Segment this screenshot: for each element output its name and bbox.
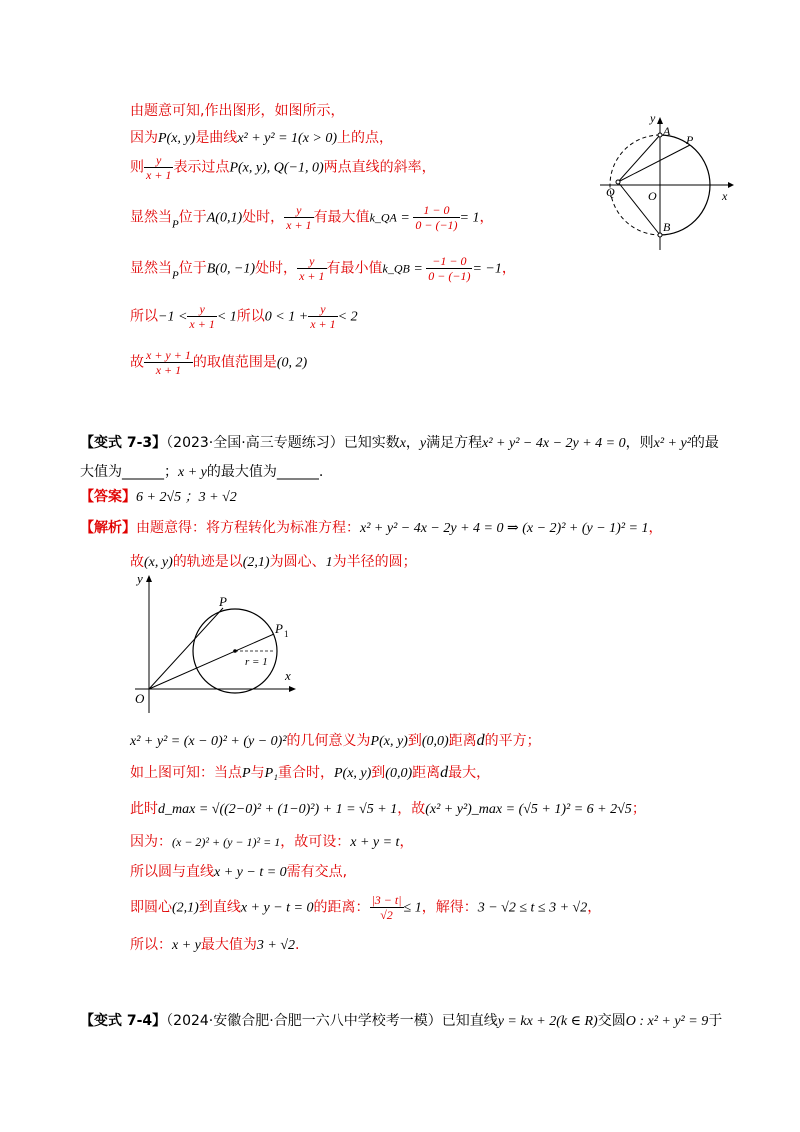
text: ，: [405, 435, 420, 451]
math: x² + y² = (x − 0)² + (y − 0)²: [130, 734, 287, 749]
text: 到直线: [198, 899, 241, 916]
math: x + y: [178, 465, 207, 480]
text: 是曲线: [195, 130, 238, 146]
label-x: x: [722, 189, 728, 203]
math: ≤ 1: [403, 900, 422, 916]
problem-tag: 【变式 7-4】: [80, 1013, 167, 1029]
answer-label: 【答案】: [80, 489, 136, 505]
text: （2024·安徽合肥·合肥一六八中学校考一模）已知直线: [166, 1013, 498, 1029]
text: ，: [479, 209, 494, 226]
figure-circle-tangent: [125, 568, 305, 718]
text: 位于: [178, 260, 207, 277]
text: 最大，: [448, 765, 491, 781]
solution-line-1: 由题意可知,作出图形，如图所示，: [130, 103, 345, 119]
text: ，故: [397, 801, 426, 817]
text: 的取值范围是: [192, 354, 277, 371]
math: x: [399, 436, 406, 451]
text: 所以：: [130, 937, 172, 953]
math: P: [172, 269, 179, 282]
math: P(x, y), Q(−1, 0): [229, 160, 324, 176]
text: 上的点，: [337, 130, 394, 146]
answer-line: [80, 486, 237, 506]
math: (0, 2): [276, 355, 308, 371]
label-y: y: [650, 111, 656, 125]
point-B: [658, 233, 662, 237]
text: 即圆心: [130, 899, 172, 916]
text: 有最小值: [326, 260, 383, 277]
numerator: y: [284, 203, 313, 218]
text: 的最大值为______.: [206, 464, 324, 480]
math: O : x² + y² = 9: [625, 1014, 709, 1029]
fraction: [284, 203, 313, 232]
math: x² + y² − 4x − 2y + 4 = 0 ⇒ (x − 2)² + (y − 1)² = 1: [360, 521, 649, 536]
denominator: x + 1: [299, 269, 325, 283]
fraction: [370, 893, 404, 922]
math: P: [172, 218, 179, 231]
numerator: |3 − t|: [371, 893, 402, 907]
math: = 1: [459, 210, 480, 226]
text: ，: [648, 520, 663, 536]
x-axis-arrow-icon: [728, 182, 734, 188]
point-A: [658, 133, 662, 137]
text: 所以: [130, 308, 158, 325]
math: x + y − t = 0: [214, 865, 287, 880]
math: (x − 2)² + (y − 1)² = 1: [172, 835, 281, 849]
label-x: x: [285, 668, 291, 683]
math: (x² + y²)_max = (√5 + 1)² = 6 + 2√5: [425, 802, 632, 817]
text: 距离: [412, 765, 441, 781]
math: k_QB: [382, 261, 410, 276]
solution-line-3: [130, 153, 436, 182]
math: P(x, y): [158, 131, 196, 146]
math: < 2: [337, 309, 358, 325]
analysis-line-1: [80, 517, 662, 537]
text: 大值为______；: [80, 464, 178, 480]
text: 如上图可知：当点: [130, 765, 242, 781]
text: 重合时，: [277, 765, 334, 781]
text: 的距离：: [313, 899, 370, 916]
fraction: [308, 302, 337, 331]
fraction: [144, 348, 193, 377]
math: = −1: [472, 261, 502, 277]
solution-line-6: [130, 302, 358, 331]
math: (x, y): [144, 555, 173, 570]
solution-line-2: [130, 127, 393, 147]
text: 所以圆与直线: [130, 864, 214, 880]
text: 为半径的圆；: [332, 554, 417, 570]
label-Q: Q: [606, 185, 615, 199]
math: d: [440, 764, 449, 781]
label-P1-subscript: 1: [284, 629, 289, 639]
label-O: O: [648, 189, 657, 203]
text: ，: [399, 834, 414, 850]
figure-unit-circle: [590, 110, 740, 255]
fraction: [297, 254, 326, 283]
math: (0,0): [421, 734, 449, 749]
text: 距离: [448, 733, 477, 749]
solution-line-4: 显然当$_P$位于A(0,1)处时， $\frac{y}{x + 1}$ 有最大值k_QA = $\frac{1 - 0}{0 - (-1)}$ = 1，: [130, 203, 494, 232]
text: 所以: [236, 308, 265, 325]
answer-value: 6 + 2√5 ；3 + √2: [136, 490, 237, 505]
math: d_max = √((2−0)² + (1−0)²) + 1 = √5 + 1: [158, 802, 398, 817]
math: P(x, y): [333, 766, 372, 781]
label-B: B: [663, 220, 671, 234]
math: P: [242, 766, 251, 781]
text: 表示过点: [173, 159, 230, 176]
denominator: x + 1: [146, 168, 172, 182]
text: ，: [587, 899, 602, 916]
label-O: O: [135, 691, 145, 706]
text: 两点直线的斜率，: [323, 159, 436, 176]
math: 0 < 1 +: [264, 309, 309, 325]
fraction: [144, 153, 173, 182]
text: 需有交点,: [286, 864, 348, 880]
denominator: 0 − (−1): [428, 269, 471, 283]
point-Q: [616, 180, 620, 184]
y-axis-arrow-icon: [657, 117, 663, 124]
analysis-line-5: [130, 798, 646, 818]
text: 满足方程: [426, 435, 483, 451]
numerator: y: [297, 254, 326, 269]
label-P: P: [219, 594, 227, 609]
analysis-line-8: [130, 893, 601, 922]
text: 的平方；: [484, 733, 541, 749]
math: x + y: [172, 938, 201, 953]
denominator: x + 1: [189, 317, 215, 331]
label-P: P: [686, 133, 694, 147]
math: x + y − t = 0: [240, 900, 314, 916]
denominator: 0 − (−1): [415, 218, 458, 232]
line-QA: [618, 135, 660, 182]
analysis-line-6: [130, 831, 413, 851]
math: x + y = t: [350, 835, 400, 850]
text: 显然当: [130, 209, 172, 226]
math: x² + y² − 4x − 2y + 4 = 0: [482, 436, 626, 451]
math: (2,1): [242, 555, 270, 570]
text: 为圆心、: [269, 554, 326, 570]
math: P(x, y): [370, 734, 408, 749]
text: ，解得：: [421, 899, 478, 916]
label-P1: P: [275, 621, 283, 636]
analysis-label: 【解析】: [80, 520, 136, 536]
text: .: [295, 937, 300, 953]
text: 与: [250, 765, 265, 781]
solution-line-5: 显然当$_P$位于B(0, −1)处时， $\frac{y}{x + 1}$ 有最小值k_QB = $\frac{-1 - 0}{0 - (-1)}$ = −1，: [130, 254, 516, 283]
text: ；: [631, 801, 646, 817]
text: 的最: [690, 435, 719, 451]
math: 3 + √2: [256, 938, 296, 953]
text: 故: [130, 554, 144, 570]
math: P₁: [264, 766, 278, 781]
text: 于: [708, 1013, 723, 1029]
text: 因为：: [130, 834, 172, 850]
text: 的几何意义为: [286, 733, 371, 749]
math: < 1: [216, 309, 237, 325]
math: A(0,1): [206, 210, 243, 226]
math: (2,1): [172, 900, 199, 916]
math: 1: [325, 555, 333, 570]
text: ，则: [625, 435, 654, 451]
x-axis-arrow-icon: [289, 686, 296, 692]
label-A: A: [663, 124, 671, 138]
text: 显然当: [130, 260, 172, 277]
fraction: [426, 254, 472, 283]
math: x² + y²: [653, 436, 691, 451]
text: 此时: [130, 801, 158, 817]
text: 交圆: [597, 1013, 626, 1029]
analysis-line-3: [130, 730, 541, 750]
math: x² + y² = 1(x > 0): [237, 131, 338, 146]
denominator: x + 1: [155, 363, 182, 377]
analysis-line-4: [130, 762, 490, 782]
text: 的轨迹是以: [172, 554, 243, 570]
fraction: [187, 302, 216, 331]
problem-7-3-line-2: [80, 461, 323, 481]
text: ，故可设：: [280, 834, 351, 850]
denominator: √2: [380, 908, 393, 922]
text: （2023·全国·高三专题练习）已知实数: [166, 435, 400, 451]
numerator: x + y + 1: [146, 348, 191, 362]
text: ，: [501, 260, 516, 277]
text: 位于: [178, 209, 207, 226]
problem-tag: 【变式 7-3】: [80, 435, 167, 451]
text: 则: [130, 159, 144, 176]
label-y: y: [137, 571, 143, 586]
math: (0,0): [385, 766, 413, 781]
denominator: x + 1: [286, 218, 312, 232]
line-QP: [618, 145, 690, 182]
text: 因为: [130, 130, 158, 146]
math: −1 <: [158, 309, 188, 325]
line-OP: [149, 608, 223, 689]
denominator: x + 1: [310, 317, 336, 331]
text: 处时，: [242, 209, 285, 226]
problem-7-4-line-1: [80, 1010, 722, 1030]
math: y: [419, 436, 427, 451]
text: 有最大值: [313, 209, 370, 226]
text: 处时，: [255, 260, 298, 277]
text: 到: [407, 733, 422, 749]
label-radius: r = 1: [245, 656, 268, 668]
text: 故: [130, 354, 144, 371]
numerator: y: [144, 153, 173, 168]
math: y = kx + 2(k ∈ R): [497, 1014, 598, 1029]
analysis-line-7: [130, 861, 347, 881]
analysis-line-9: [130, 934, 299, 954]
math: k_QA: [369, 210, 397, 225]
text: 到: [371, 765, 386, 781]
text: 最大值为: [200, 937, 257, 953]
numerator: 1 − 0: [413, 203, 459, 218]
numerator: y: [187, 302, 216, 317]
solution-line-7: [130, 348, 307, 377]
center-point: [233, 649, 237, 653]
math: 3 − √2 ≤ t ≤ 3 + √2: [477, 900, 588, 916]
problem-7-3-line-1: [80, 432, 719, 452]
text: 由题意得：将方程转化为标准方程：: [136, 520, 360, 536]
y-axis-arrow-icon: [146, 575, 152, 582]
math: B(0, −1): [206, 261, 256, 277]
numerator: y: [308, 302, 337, 317]
fraction: [413, 203, 459, 232]
numerator: −1 − 0: [426, 254, 472, 269]
math: d: [476, 732, 485, 749]
